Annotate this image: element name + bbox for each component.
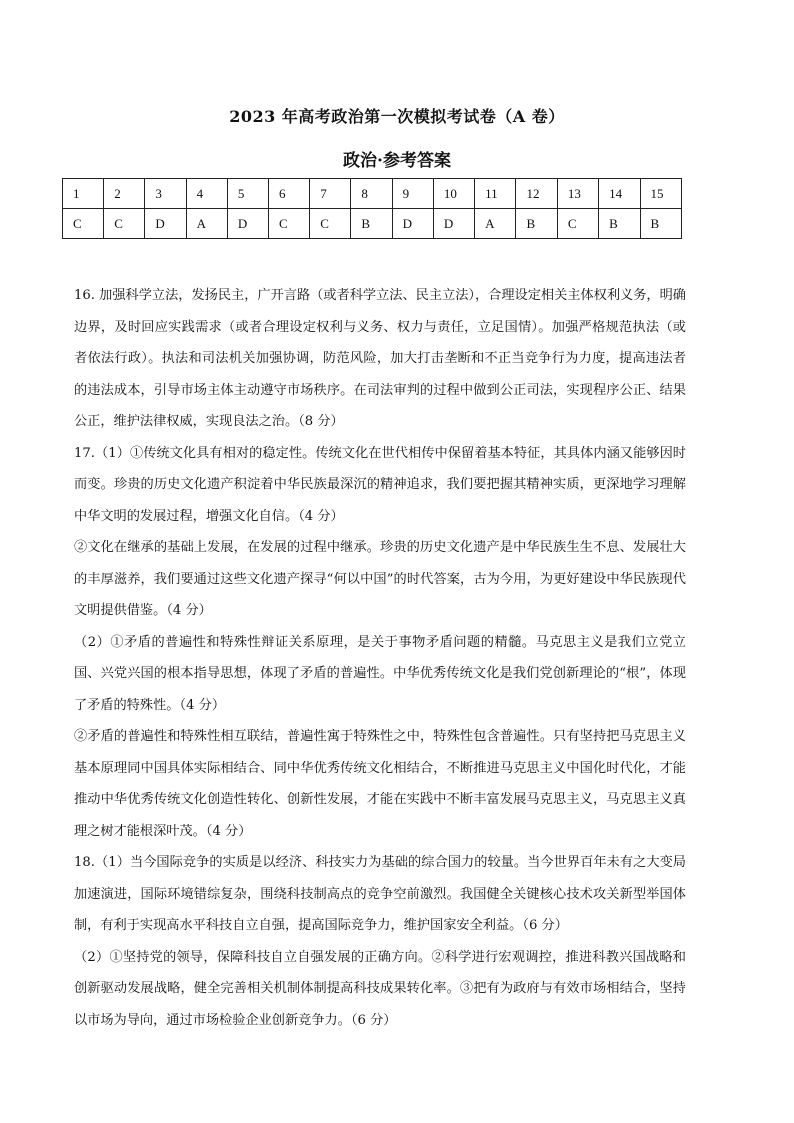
answer-letter: D <box>145 209 186 239</box>
question-number: 11 <box>475 179 516 209</box>
question-number: 7 <box>310 179 351 209</box>
question-number: 4 <box>186 179 227 209</box>
answer-letter: A <box>186 209 227 239</box>
answer-letter: C <box>104 209 145 239</box>
question-number: 14 <box>599 179 640 209</box>
question-number: 2 <box>104 179 145 209</box>
answer-letter: C <box>269 209 310 239</box>
answer-17-1-a: 17.（1）①传统文化具有相对的稳定性。传统文化在世代相传中保留着基本特征，其具体内涵又能够因时而变。珍贵的历史文化遗产积淀着中华民族最深沉的精神追求，我们要把握其精神实质，更深地学习理解中华文明的发展过程，增强文化自信。（4 分） <box>74 445 686 524</box>
answer-table <box>62 178 682 239</box>
answer-letter: B <box>640 209 681 239</box>
answer-letter: D <box>227 209 268 239</box>
question-number: 12 <box>516 179 557 209</box>
answer-letter: D <box>392 209 433 239</box>
page-subtitle: 政治·参考答案 <box>343 151 451 171</box>
answer-18-1: 18.（1）当今国际竞争的实质是以经济、科技实力为基础的综合国力的较量。当今世界百年未有之大变局加速演进，国际环境错综复杂，围绕科技制高点的竞争空前激烈。我国健全关键核心技术攻关新型举国体制，有利于实现高水平科技自立自强，提高国际竞争力，维护国家安全利益。（6 分） <box>74 855 686 933</box>
question-number: 5 <box>227 179 268 209</box>
answer-letter: C <box>557 209 598 239</box>
question-number: 10 <box>433 179 474 209</box>
answer-body <box>74 280 686 1036</box>
question-number: 6 <box>269 179 310 209</box>
answer-letter-row <box>63 209 682 239</box>
answer-letter: A <box>475 209 516 239</box>
question-number: 9 <box>392 179 433 209</box>
answer-letter: C <box>63 209 104 239</box>
answer-18-2: （2）①坚持党的领导，保障科技自立自强发展的正确方向。②科学进行宏观调控，推进科教兴国战略和创新驱动发展战略，健全完善相关机制体制提高科技成果转化率。③把有为政府与有效市场相结合，坚持以市场为导向，通过市场检验企业创新竞争力。（6 分） <box>74 949 686 1028</box>
question-number: 1 <box>63 179 104 209</box>
answer-letter: C <box>310 209 351 239</box>
answer-letter: D <box>433 209 474 239</box>
question-number: 13 <box>557 179 598 209</box>
question-number: 15 <box>640 179 681 209</box>
question-number: 8 <box>351 179 392 209</box>
question-number: 3 <box>145 179 186 209</box>
answer-letter: B <box>599 209 640 239</box>
answer-number-row <box>63 179 682 209</box>
answer-17-2-a: （2）①矛盾的普遍性和特殊性辩证关系原理，是关于事物矛盾问题的精髓。马克思主义是我们立党立国、兴党兴国的根本指导思想，体现了矛盾的普遍性。中华优秀传统文化是我们党创新理论的“根”，体现了矛盾的特殊性。（4 分） <box>74 634 686 713</box>
answer-letter: B <box>351 209 392 239</box>
answer-17-2-b: ②矛盾的普遍性和特殊性相互联结，普遍性寓于特殊性之中，特殊性包含普遍性。只有坚持把马克思主义基本原理同中国具体实际相结合、同中华优秀传统文化相结合，不断推进马克思主义中国化时代化，才能推动中华优秀传统文化创造性转化、创新性发展，才能在实践中不断丰富发展马克思主义，马克思主义真理之树才能根深叶茂。（4 分） <box>74 729 686 839</box>
answer-16: 16. 加强科学立法，发扬民主，广开言路（或者科学立法、民主立法），合理设定相关主体权利义务，明确边界，及时回应实践需求（或者合理设定权利与义务、权力与责任，立足国情）。加强严格规范执法（或者依法行政）。执法和司法机关加强协调，防范风险，加大打击垄断和不正当竞争行为力度，提高违法者的违法成本，引导市场主体主动遵守市场秩序。在司法审判的过程中做到公正司法，实现程序公正、结果公正，维护法律权威，实现良法之治。（8 分） <box>74 288 686 429</box>
page-title: 2023 年高考政治第一次模拟考试卷（A 卷） <box>229 107 565 126</box>
answer-letter: B <box>516 209 557 239</box>
answer-17-1-b: ②文化在继承的基础上发展，在发展的过程中继承。珍贵的历史文化遗产是中华民族生生不息、发展壮大的丰厚滋养，我们要通过这些文化遗产探寻“何以中国”的时代答案，古为今用，为更好建设中华民族现代文明提供借鉴。（4 分） <box>74 540 686 618</box>
